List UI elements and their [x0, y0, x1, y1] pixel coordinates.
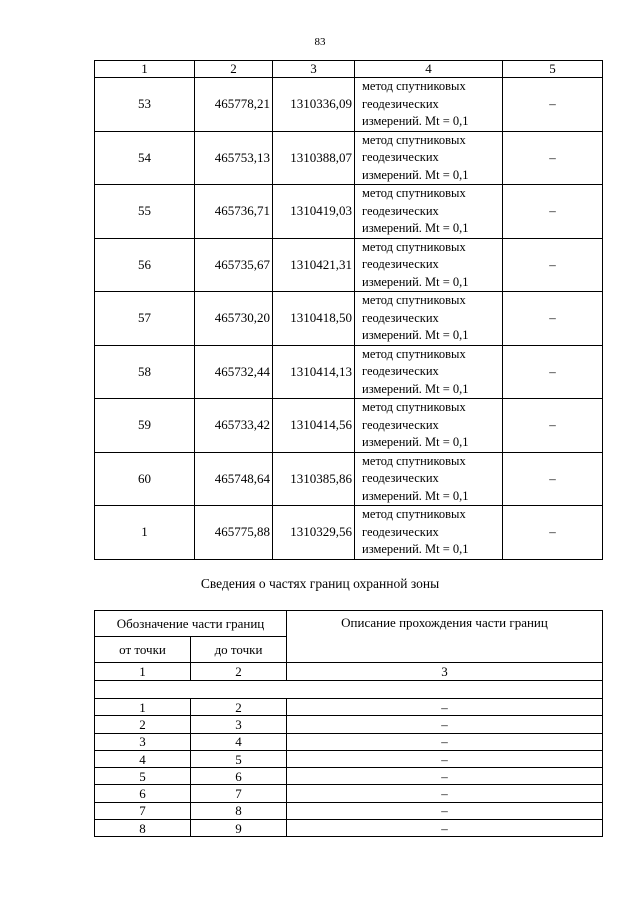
section-title: Сведения о частях границ охранной зоны [200, 576, 440, 591]
table-row [95, 292, 603, 346]
table-row [95, 506, 603, 560]
y-coordinate: 1310385,86 [273, 452, 355, 506]
note: – [503, 131, 603, 185]
from-point-header: от точки [95, 637, 191, 663]
x-coordinate: 465733,42 [195, 399, 273, 453]
empty-row [95, 681, 603, 699]
note: – [503, 452, 603, 506]
column-header: 4 [355, 61, 503, 78]
to-point: 2 [191, 699, 287, 716]
point-number: 60 [95, 452, 195, 506]
method-line: измерений. Mt = 0,1 [362, 435, 469, 449]
point-number: 57 [95, 292, 195, 346]
from-point: 4 [95, 750, 191, 767]
table-row [95, 185, 603, 239]
table-row [95, 238, 603, 292]
method-line: измерений. Mt = 0,1 [362, 274, 469, 289]
x-coordinate: 465732,44 [195, 345, 273, 399]
note: – [503, 78, 603, 132]
from-point: 7 [95, 802, 191, 819]
method-line: метод спутниковых [362, 400, 466, 414]
method-line: метод спутниковых [362, 132, 466, 147]
boundary-parts-table [94, 610, 603, 837]
method-line: измерений. Mt = 0,1 [362, 114, 469, 128]
from-point: 6 [95, 785, 191, 802]
part-description: – [287, 820, 603, 837]
method-line: геодезических [362, 257, 439, 271]
method-line: метод спутниковых [362, 239, 466, 254]
part-designation-header: Обозначение части границ [95, 611, 287, 637]
point-number: 54 [95, 131, 195, 185]
x-coordinate: 465736,71 [195, 185, 273, 239]
coordinates-table-header [95, 61, 603, 78]
x-coordinate: 465730,20 [195, 292, 273, 346]
y-coordinate: 1310419,03 [273, 185, 355, 239]
method-description [355, 185, 503, 239]
method-line: метод спутниковых [362, 453, 466, 468]
from-point: 1 [95, 699, 191, 716]
to-point: 8 [191, 802, 287, 819]
y-coordinate: 1310418,50 [273, 292, 355, 346]
method-line: геодезических [362, 417, 439, 432]
table-row [95, 699, 603, 716]
part-description: – [287, 785, 603, 802]
method-line: измерений. Mt = 0,1 [362, 381, 469, 396]
x-coordinate: 465775,88 [195, 506, 273, 560]
method-description [355, 506, 503, 560]
parts-table-header [95, 611, 603, 637]
to-point: 6 [191, 768, 287, 785]
method-line: измерений. Mt = 0,1 [362, 221, 469, 235]
y-coordinate: 1310388,07 [273, 131, 355, 185]
page-number: 83 [314, 36, 326, 48]
to-point-header: до точки [191, 637, 287, 663]
column-header: 2 [195, 61, 273, 78]
table-row [95, 131, 603, 185]
from-point: 3 [95, 733, 191, 750]
empty-cell [95, 681, 603, 699]
method-line: измерений. Mt = 0,1 [362, 488, 469, 503]
part-description: – [287, 750, 603, 767]
method-description [355, 292, 503, 346]
part-description: – [287, 716, 603, 733]
note: – [503, 345, 603, 399]
part-description: – [287, 768, 603, 785]
to-point: 9 [191, 820, 287, 837]
x-coordinate: 465778,21 [195, 78, 273, 132]
y-coordinate: 1310414,13 [273, 345, 355, 399]
point-number: 59 [95, 399, 195, 453]
method-line: измерений. Mt = 0,1 [362, 328, 469, 342]
point-number: 56 [95, 238, 195, 292]
table-row [95, 78, 603, 132]
x-coordinate: 465748,64 [195, 452, 273, 506]
to-point: 3 [191, 716, 287, 733]
method-line: геодезических [362, 203, 439, 218]
column-header: 5 [503, 61, 603, 78]
method-line: геодезических [362, 96, 439, 111]
x-coordinate: 465735,67 [195, 238, 273, 292]
y-coordinate: 1310414,56 [273, 399, 355, 453]
column-number: 2 [191, 663, 287, 681]
point-number: 53 [95, 78, 195, 132]
table-row [95, 716, 603, 733]
table-row [95, 820, 603, 837]
note: – [503, 399, 603, 453]
note: – [503, 292, 603, 346]
column-header: 1 [95, 61, 195, 78]
method-line: геодезических [362, 310, 439, 325]
column-number: 1 [95, 663, 191, 681]
to-point: 5 [191, 750, 287, 767]
table-row [95, 452, 603, 506]
method-line: метод спутниковых [362, 186, 466, 200]
table-row [95, 802, 603, 819]
table-row [95, 345, 603, 399]
method-line: геодезических [362, 364, 439, 378]
point-number: 1 [95, 506, 195, 560]
method-description [355, 345, 503, 399]
method-description [355, 399, 503, 453]
method-line: метод спутниковых [362, 293, 466, 307]
method-description [355, 131, 503, 185]
y-coordinate: 1310336,09 [273, 78, 355, 132]
part-description: – [287, 699, 603, 716]
note: – [503, 238, 603, 292]
table-row [95, 768, 603, 785]
column-header: 3 [273, 61, 355, 78]
method-description [355, 452, 503, 506]
coordinates-table [94, 60, 603, 560]
method-description [355, 78, 503, 132]
y-coordinate: 1310421,31 [273, 238, 355, 292]
to-point: 4 [191, 733, 287, 750]
column-number-row [95, 663, 603, 681]
method-line: измерений. Mt = 0,1 [362, 542, 469, 556]
part-description: – [287, 802, 603, 819]
method-line: метод спутниковых [362, 346, 466, 361]
part-description: – [287, 733, 603, 750]
method-line: геодезических [362, 524, 439, 539]
method-description [355, 238, 503, 292]
method-line: геодезических [362, 150, 439, 164]
x-coordinate: 465753,13 [195, 131, 273, 185]
note: – [503, 185, 603, 239]
from-point: 2 [95, 716, 191, 733]
from-point: 5 [95, 768, 191, 785]
table-row [95, 785, 603, 802]
point-number: 55 [95, 185, 195, 239]
method-line: геодезических [362, 471, 439, 485]
point-number: 58 [95, 345, 195, 399]
to-point: 7 [191, 785, 287, 802]
method-line: метод спутниковых [362, 507, 466, 521]
y-coordinate: 1310329,56 [273, 506, 355, 560]
table-row [95, 750, 603, 767]
method-line: измерений. Mt = 0,1 [362, 167, 469, 182]
from-point: 8 [95, 820, 191, 837]
column-number: 3 [287, 663, 603, 681]
table-row [95, 733, 603, 750]
table-row [95, 399, 603, 453]
method-line: метод спутниковых [362, 79, 466, 93]
note: – [503, 506, 603, 560]
part-description-header: Описание прохождения части границ [287, 611, 603, 663]
